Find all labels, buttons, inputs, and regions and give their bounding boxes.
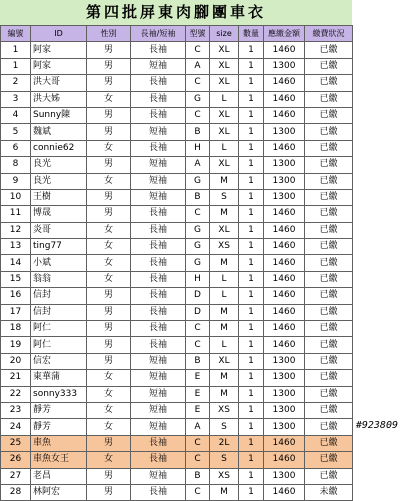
cell-col-amount: 1300 (264, 124, 305, 140)
cell-col-qty: 1 (239, 271, 264, 287)
cell-col-size: XS (210, 239, 239, 255)
cell-col-size: XL (210, 42, 239, 58)
cell-col-sleeve: 短袖 (131, 370, 186, 386)
header-col-amount: 應繳金額 (264, 26, 305, 42)
sheet-title: 第四批屏東肉腳團車衣 (0, 0, 352, 25)
cell-col-payment: 已繳 (305, 304, 353, 320)
cell-col-model: C (186, 484, 210, 500)
cell-col-size: M (210, 386, 239, 402)
cell-col-no: 5 (1, 124, 31, 140)
table-row (1, 107, 353, 123)
table-row (1, 255, 353, 271)
header-col-gender: 性別 (87, 26, 131, 42)
cell-col-model: C (186, 435, 210, 451)
cell-col-no: 17 (1, 304, 31, 320)
cell-col-sleeve: 長袖 (131, 222, 186, 238)
cell-col-no: 26 (1, 452, 31, 468)
cell-col-amount: 1460 (264, 435, 305, 451)
cell-col-amount: 1460 (264, 271, 305, 287)
cell-col-id: 信封 (31, 304, 87, 320)
cell-col-qty: 1 (239, 140, 264, 156)
cell-col-size: M (210, 255, 239, 271)
cell-col-no: 4 (1, 107, 31, 123)
cell-col-qty: 1 (239, 91, 264, 107)
cell-col-sleeve: 長袖 (131, 484, 186, 500)
cell-col-qty: 1 (239, 353, 264, 369)
cell-col-gender: 男 (87, 157, 131, 173)
cell-col-id: 老昌 (31, 468, 87, 484)
cell-col-amount: 1300 (264, 58, 305, 74)
cell-col-model: E (186, 386, 210, 402)
cell-col-payment: 已繳 (305, 107, 353, 123)
cell-col-sleeve: 長袖 (131, 255, 186, 271)
table-row (1, 419, 353, 435)
cell-col-sleeve: 長袖 (131, 271, 186, 287)
cell-col-sleeve: 短袖 (131, 189, 186, 205)
table-row (1, 222, 353, 238)
cell-col-qty: 1 (239, 255, 264, 271)
cell-col-id: 良光 (31, 173, 87, 189)
cell-col-gender: 女 (87, 255, 131, 271)
cell-col-id: connie62 (31, 140, 87, 156)
cell-col-sleeve: 短袖 (131, 58, 186, 74)
cell-col-size: M (210, 304, 239, 320)
cell-col-qty: 1 (239, 107, 264, 123)
cell-col-size: XL (210, 75, 239, 91)
cell-col-model: B (186, 189, 210, 205)
cell-col-qty: 1 (239, 321, 264, 337)
cell-col-payment: 已繳 (305, 370, 353, 386)
table-row (1, 402, 353, 418)
cell-col-payment: 已繳 (305, 140, 353, 156)
cell-col-gender: 男 (87, 206, 131, 222)
cell-col-amount: 1460 (264, 42, 305, 58)
cell-col-model: C (186, 337, 210, 353)
cell-col-id: sonny333 (31, 386, 87, 402)
cell-col-qty: 1 (239, 157, 264, 173)
cell-col-id: ting77 (31, 239, 87, 255)
cell-col-gender: 男 (87, 304, 131, 320)
cell-col-sleeve: 長袖 (131, 107, 186, 123)
cell-col-model: G (186, 255, 210, 271)
cell-col-model: G (186, 222, 210, 238)
cell-col-qty: 1 (239, 288, 264, 304)
cell-col-gender: 女 (87, 402, 131, 418)
cell-col-sleeve: 短袖 (131, 386, 186, 402)
cell-col-size: XL (210, 353, 239, 369)
cell-col-gender: 男 (87, 107, 131, 123)
cell-col-id: 翁翁 (31, 271, 87, 287)
cell-col-sleeve: 長袖 (131, 75, 186, 91)
cell-col-gender: 女 (87, 452, 131, 468)
cell-col-model: G (186, 239, 210, 255)
cell-col-no: 21 (1, 370, 31, 386)
cell-col-amount: 1300 (264, 468, 305, 484)
cell-col-sleeve: 長袖 (131, 288, 186, 304)
cell-col-qty: 1 (239, 468, 264, 484)
cell-col-gender: 男 (87, 288, 131, 304)
cell-col-amount: 1300 (264, 353, 305, 369)
watermark: #923809 (355, 420, 398, 431)
table-row (1, 468, 353, 484)
cell-col-payment: 已繳 (305, 239, 353, 255)
cell-col-size: XL (210, 157, 239, 173)
cell-col-payment: 已繳 (305, 157, 353, 173)
cell-col-payment: 已繳 (305, 452, 353, 468)
cell-col-size: 2L (210, 435, 239, 451)
cell-col-gender: 男 (87, 58, 131, 74)
cell-col-size: L (210, 140, 239, 156)
table-row (1, 435, 353, 451)
cell-col-model: E (186, 402, 210, 418)
cell-col-payment: 已繳 (305, 386, 353, 402)
cell-col-no: 24 (1, 419, 31, 435)
cell-col-id: 信封 (31, 288, 87, 304)
cell-col-gender: 男 (87, 321, 131, 337)
cell-col-id: Sunny陳 (31, 107, 87, 123)
cell-col-no: 12 (1, 222, 31, 238)
cell-col-payment: 已繳 (305, 206, 353, 222)
cell-col-payment: 已繳 (305, 271, 353, 287)
cell-col-payment: 已繳 (305, 124, 353, 140)
cell-col-gender: 女 (87, 173, 131, 189)
table-row (1, 140, 353, 156)
cell-col-no: 14 (1, 255, 31, 271)
cell-col-id: 阿仁 (31, 321, 87, 337)
cell-col-sleeve: 長袖 (131, 304, 186, 320)
cell-col-gender: 女 (87, 271, 131, 287)
cell-col-id: 靜芳 (31, 402, 87, 418)
cell-col-amount: 1300 (264, 189, 305, 205)
table-row (1, 386, 353, 402)
header-col-payment: 繳費狀況 (305, 26, 353, 42)
cell-col-size: M (210, 206, 239, 222)
cell-col-no: 22 (1, 386, 31, 402)
cell-col-sleeve: 長袖 (131, 239, 186, 255)
cell-col-amount: 1460 (264, 255, 305, 271)
cell-col-no: 20 (1, 353, 31, 369)
cell-col-id: 林阿宏 (31, 484, 87, 500)
cell-col-gender: 女 (87, 370, 131, 386)
cell-col-model: E (186, 370, 210, 386)
cell-col-payment: 已繳 (305, 402, 353, 418)
cell-col-no: 9 (1, 173, 31, 189)
cell-col-amount: 1300 (264, 370, 305, 386)
cell-col-gender: 男 (87, 124, 131, 140)
cell-col-payment: 已繳 (305, 419, 353, 435)
cell-col-gender: 男 (87, 42, 131, 58)
cell-col-size: S (210, 419, 239, 435)
cell-col-no: 6 (1, 140, 31, 156)
cell-col-amount: 1300 (264, 419, 305, 435)
cell-col-amount: 1300 (264, 173, 305, 189)
cell-col-gender: 女 (87, 239, 131, 255)
cell-col-size: S (210, 452, 239, 468)
cell-col-id: 靜芳 (31, 419, 87, 435)
cell-col-size: M (210, 321, 239, 337)
cell-col-no: 15 (1, 271, 31, 287)
cell-col-no: 1 (1, 42, 31, 58)
header-col-no: 編號 (1, 26, 31, 42)
cell-col-no: 28 (1, 484, 31, 500)
cell-col-amount: 1460 (264, 206, 305, 222)
cell-col-no: 13 (1, 239, 31, 255)
header-col-size: size (210, 26, 239, 42)
cell-col-model: A (186, 419, 210, 435)
cell-col-model: C (186, 107, 210, 123)
cell-col-model: C (186, 42, 210, 58)
cell-col-id: 信宏 (31, 353, 87, 369)
cell-col-amount: 1460 (264, 75, 305, 91)
cell-col-size: L (210, 337, 239, 353)
cell-col-model: B (186, 468, 210, 484)
cell-col-sleeve: 短袖 (131, 419, 186, 435)
roster-table (0, 25, 353, 501)
cell-col-gender: 男 (87, 484, 131, 500)
cell-col-sleeve: 長袖 (131, 452, 186, 468)
cell-col-model: B (186, 124, 210, 140)
cell-col-sleeve: 長袖 (131, 435, 186, 451)
cell-col-id: 阿仁 (31, 337, 87, 353)
cell-col-amount: 1460 (264, 107, 305, 123)
cell-col-model: H (186, 271, 210, 287)
cell-col-sleeve: 長袖 (131, 91, 186, 107)
cell-col-payment: 已繳 (305, 353, 353, 369)
cell-col-sleeve: 長袖 (131, 321, 186, 337)
table-row (1, 75, 353, 91)
cell-col-payment: 已繳 (305, 189, 353, 205)
cell-col-sleeve: 短袖 (131, 124, 186, 140)
cell-col-model: C (186, 206, 210, 222)
cell-col-amount: 1300 (264, 402, 305, 418)
cell-col-qty: 1 (239, 402, 264, 418)
cell-col-model: A (186, 157, 210, 173)
cell-col-id: 阿家 (31, 58, 87, 74)
table-row (1, 58, 353, 74)
cell-col-id: 阿家 (31, 42, 87, 58)
table-row (1, 321, 353, 337)
cell-col-model: D (186, 288, 210, 304)
cell-col-qty: 1 (239, 386, 264, 402)
cell-col-no: 19 (1, 337, 31, 353)
table-row (1, 173, 353, 189)
cell-col-amount: 1460 (264, 452, 305, 468)
cell-col-qty: 1 (239, 206, 264, 222)
cell-col-gender: 男 (87, 468, 131, 484)
cell-col-qty: 1 (239, 337, 264, 353)
cell-col-payment: 已繳 (305, 337, 353, 353)
cell-col-qty: 1 (239, 222, 264, 238)
cell-col-size: L (210, 271, 239, 287)
cell-col-amount: 1460 (264, 304, 305, 320)
cell-col-payment: 已繳 (305, 58, 353, 74)
cell-col-size: M (210, 370, 239, 386)
table-row (1, 271, 353, 287)
cell-col-size: XS (210, 402, 239, 418)
cell-col-id: 洪大姊 (31, 91, 87, 107)
cell-col-no: 25 (1, 435, 31, 451)
cell-col-sleeve: 短袖 (131, 157, 186, 173)
cell-col-qty: 1 (239, 173, 264, 189)
cell-col-id: 炎哥 (31, 222, 87, 238)
cell-col-size: XL (210, 222, 239, 238)
cell-col-payment: 已繳 (305, 255, 353, 271)
cell-col-id: 博晟 (31, 206, 87, 222)
table-row (1, 239, 353, 255)
cell-col-size: XL (210, 107, 239, 123)
table-row (1, 124, 353, 140)
cell-col-id: 洪大哥 (31, 75, 87, 91)
cell-col-qty: 1 (239, 435, 264, 451)
cell-col-amount: 1460 (264, 288, 305, 304)
cell-col-no: 1 (1, 58, 31, 74)
cell-col-id: 小斌 (31, 255, 87, 271)
cell-col-size: M (210, 484, 239, 500)
header-col-id: ID (31, 26, 87, 42)
header-col-model: 型號 (186, 26, 210, 42)
table-row (1, 91, 353, 107)
cell-col-gender: 女 (87, 140, 131, 156)
cell-col-amount: 1460 (264, 337, 305, 353)
cell-col-payment: 已繳 (305, 222, 353, 238)
cell-col-payment: 已繳 (305, 435, 353, 451)
cell-col-qty: 1 (239, 370, 264, 386)
cell-col-no: 16 (1, 288, 31, 304)
header-row (1, 26, 353, 42)
cell-col-no: 3 (1, 91, 31, 107)
cell-col-qty: 1 (239, 75, 264, 91)
cell-col-gender: 男 (87, 337, 131, 353)
cell-col-amount: 1460 (264, 222, 305, 238)
cell-col-qty: 1 (239, 124, 264, 140)
cell-col-amount: 1300 (264, 157, 305, 173)
cell-col-payment: 未繳 (305, 484, 353, 500)
cell-col-id: 魏斌 (31, 124, 87, 140)
table-row (1, 452, 353, 468)
table-row (1, 189, 353, 205)
cell-col-no: 10 (1, 189, 31, 205)
cell-col-no: 27 (1, 468, 31, 484)
cell-col-payment: 已繳 (305, 42, 353, 58)
table-row (1, 353, 353, 369)
cell-col-sleeve: 短袖 (131, 468, 186, 484)
cell-col-payment: 已繳 (305, 288, 353, 304)
cell-col-amount: 1460 (264, 484, 305, 500)
cell-col-payment: 已繳 (305, 91, 353, 107)
cell-col-sleeve: 短袖 (131, 353, 186, 369)
table-row (1, 157, 353, 173)
cell-col-model: C (186, 452, 210, 468)
table-row (1, 370, 353, 386)
cell-col-qty: 1 (239, 484, 264, 500)
cell-col-no: 11 (1, 206, 31, 222)
header-col-qty: 數量 (239, 26, 264, 42)
cell-col-model: C (186, 321, 210, 337)
cell-col-amount: 1460 (264, 91, 305, 107)
cell-col-model: A (186, 58, 210, 74)
cell-col-payment: 已繳 (305, 75, 353, 91)
cell-col-sleeve: 短袖 (131, 173, 186, 189)
cell-col-qty: 1 (239, 419, 264, 435)
cell-col-id: 良光 (31, 157, 87, 173)
cell-col-size: M (210, 173, 239, 189)
cell-col-model: C (186, 75, 210, 91)
cell-col-gender: 女 (87, 386, 131, 402)
cell-col-model: G (186, 173, 210, 189)
cell-col-no: 2 (1, 75, 31, 91)
cell-col-id: 車魚女王 (31, 452, 87, 468)
cell-col-model: G (186, 91, 210, 107)
cell-col-model: B (186, 353, 210, 369)
cell-col-payment: 已繳 (305, 468, 353, 484)
cell-col-size: XS (210, 468, 239, 484)
cell-col-sleeve: 長袖 (131, 42, 186, 58)
cell-col-size: XL (210, 58, 239, 74)
cell-col-size: L (210, 288, 239, 304)
cell-col-payment: 已繳 (305, 321, 353, 337)
cell-col-qty: 1 (239, 304, 264, 320)
table-row (1, 206, 353, 222)
cell-col-qty: 1 (239, 452, 264, 468)
cell-col-sleeve: 長袖 (131, 140, 186, 156)
cell-col-id: 車魚 (31, 435, 87, 451)
cell-col-no: 18 (1, 321, 31, 337)
cell-col-gender: 男 (87, 75, 131, 91)
cell-col-gender: 男 (87, 189, 131, 205)
cell-col-qty: 1 (239, 42, 264, 58)
cell-col-gender: 女 (87, 419, 131, 435)
table-row (1, 484, 353, 500)
cell-col-gender: 女 (87, 91, 131, 107)
cell-col-qty: 1 (239, 189, 264, 205)
cell-col-model: H (186, 140, 210, 156)
table-row (1, 304, 353, 320)
cell-col-sleeve: 長袖 (131, 337, 186, 353)
cell-col-gender: 男 (87, 353, 131, 369)
cell-col-sleeve: 短袖 (131, 402, 186, 418)
cell-col-amount: 1460 (264, 140, 305, 156)
table-row (1, 337, 353, 353)
cell-col-size: S (210, 189, 239, 205)
cell-col-sleeve: 長袖 (131, 206, 186, 222)
cell-col-size: XL (210, 124, 239, 140)
header-col-sleeve: 長袖/短袖 (131, 26, 186, 42)
cell-col-id: 王樹 (31, 189, 87, 205)
table-row (1, 288, 353, 304)
cell-col-gender: 女 (87, 222, 131, 238)
cell-col-amount: 1460 (264, 239, 305, 255)
table-row (1, 42, 353, 58)
cell-col-gender: 男 (87, 435, 131, 451)
cell-col-amount: 1460 (264, 321, 305, 337)
cell-col-no: 23 (1, 402, 31, 418)
cell-col-amount: 1300 (264, 386, 305, 402)
cell-col-model: D (186, 304, 210, 320)
cell-col-size: L (210, 91, 239, 107)
cell-col-no: 8 (1, 157, 31, 173)
cell-col-qty: 1 (239, 239, 264, 255)
cell-col-payment: 已繳 (305, 173, 353, 189)
cell-col-qty: 1 (239, 58, 264, 74)
cell-col-id: 東華蒲 (31, 370, 87, 386)
